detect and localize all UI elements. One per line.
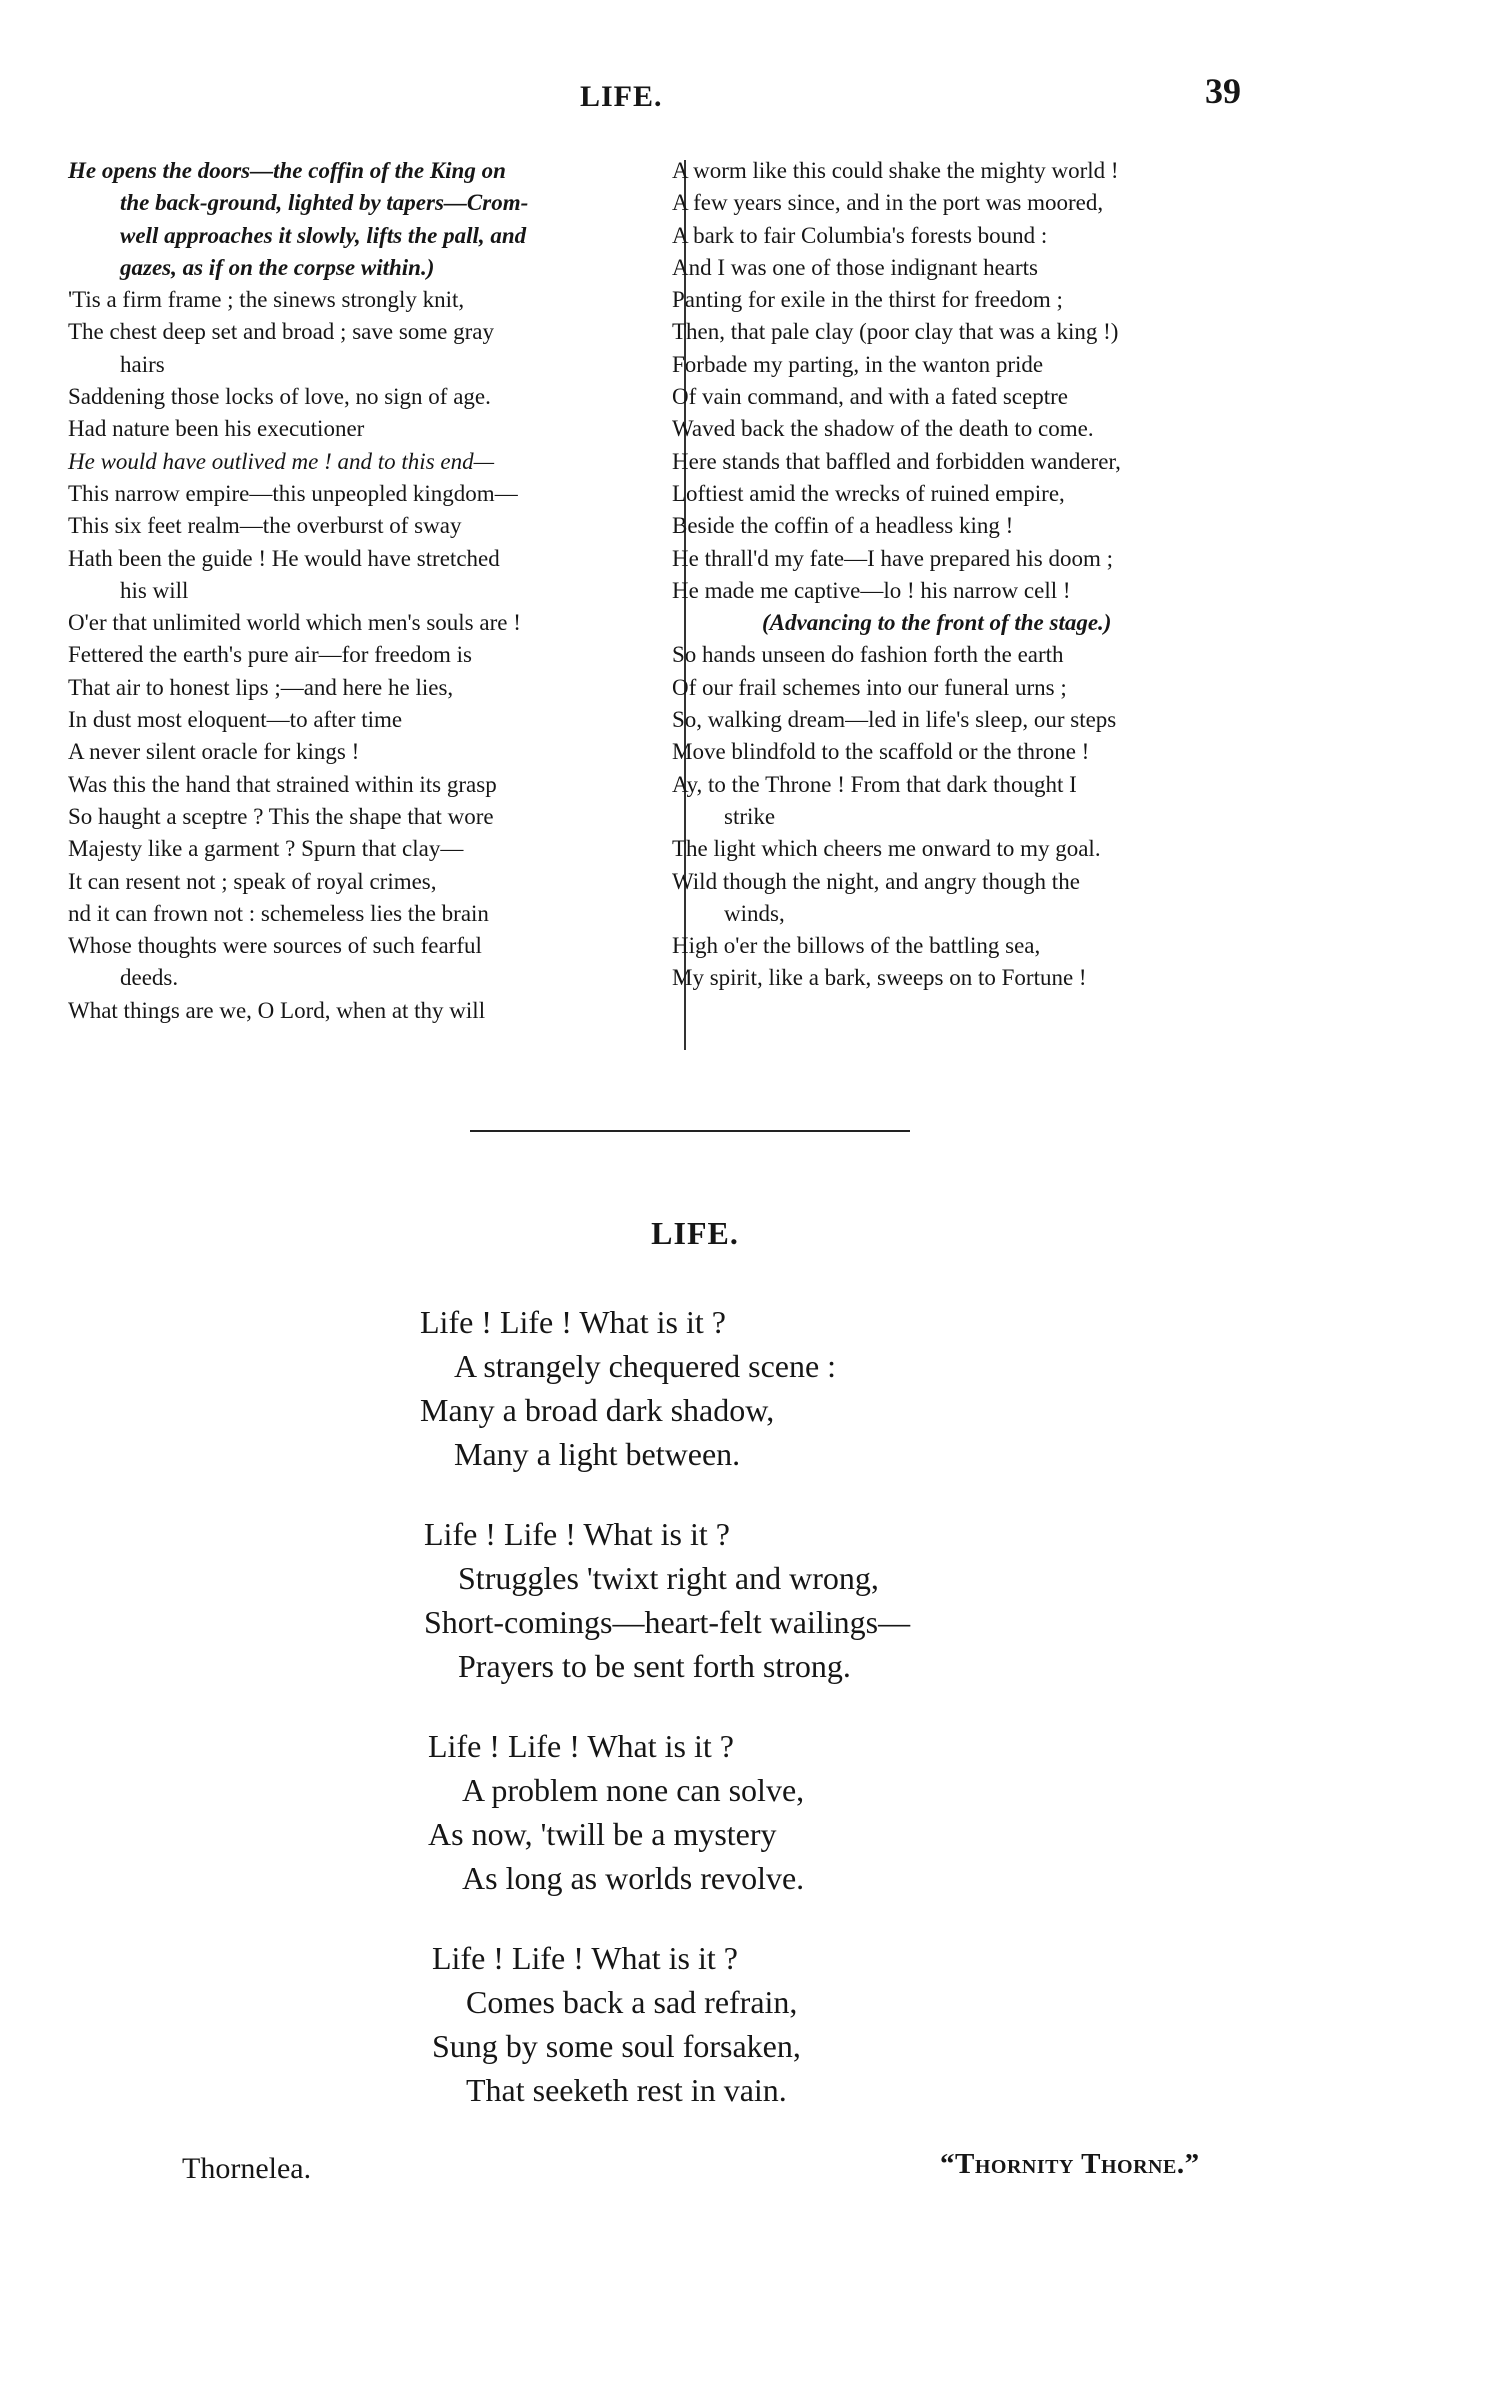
verse-line: deeds. [120, 965, 179, 991]
verse-line: Of vain command, and with a fated sceptre [672, 384, 1068, 410]
verse-line: nd it can frown not : schemeless lies the brain [68, 900, 489, 926]
verse-line: Fettered the earth's pure air—for freedom is [68, 642, 472, 668]
verse-line: In dust most eloquent—to after time [68, 707, 403, 733]
verse-line: Move blindfold to the scaffold or the throne ! [672, 739, 1090, 765]
verse-line: So hands unseen do fashion forth the earth [672, 642, 1064, 668]
page-number: 39 [1205, 71, 1241, 111]
verse-line: High o'er the billows of the battling sea, [672, 933, 1041, 959]
poem-line: Comes back a sad refrain, [466, 1984, 798, 2020]
verse-line: What things are we, O Lord, when at thy will [68, 997, 486, 1023]
verse-line: Ay, to the Throne ! From that dark thought I [672, 771, 1077, 797]
verse-line: Hath been the guide ! He would have stretched [68, 545, 500, 571]
verse-line: Here stands that baffled and forbidden wanderer, [672, 448, 1121, 474]
poem-line: Short-comings—heart-felt wailings— [424, 1604, 911, 1640]
verse-line: (Advancing to the front of the stage.) [762, 610, 1112, 636]
verse-line: Then, that pale clay (poor clay that was a king !) [672, 319, 1119, 345]
verse-line: Waved back the shadow of the death to come. [672, 416, 1094, 442]
poem-line: A strangely chequered scene : [454, 1348, 837, 1384]
verse-line: The chest deep set and broad ; save some gray [68, 319, 494, 345]
verse-line: He made me captive—lo ! his narrow cell ! [672, 577, 1071, 603]
poem-line: Life ! Life ! What is it ? [424, 1516, 730, 1552]
verse-line: strike [724, 803, 776, 829]
verse-line: Was this the hand that strained within its grasp [68, 771, 497, 797]
poem-line: That seeketh rest in vain. [466, 2072, 787, 2108]
verse-line: A never silent oracle for kings ! [68, 739, 360, 765]
poem-body [420, 1300, 910, 2148]
verse-line: Beside the coffin of a headless king ! [672, 513, 1014, 539]
right-verse-column [672, 155, 1272, 995]
verse-line: winds, [724, 900, 785, 926]
verse-line: He would have outlived me ! and to this end— [68, 448, 495, 474]
poem-line: As long as worlds revolve. [462, 1860, 805, 1896]
verse-line: So, walking dream—led in life's sleep, our steps [672, 707, 1117, 733]
verse-line: his will [120, 577, 189, 603]
verse-line: And I was one of those indignant hearts [672, 254, 1039, 280]
verse-line: A few years since, and in the port was moored, [672, 190, 1104, 216]
verse-line: gazes, as if on the corpse within.) [120, 254, 435, 280]
verse-line: My spirit, like a bark, sweeps on to Fortune ! [672, 965, 1087, 991]
left-verse-column [68, 155, 668, 1027]
poem-stanza [420, 1936, 910, 2112]
verse-line: That air to honest lips ;—and here he lies, [68, 674, 454, 700]
verse-line: It can resent not ; speak of royal crimes, [68, 868, 437, 894]
verse-line: This narrow empire—this unpeopled kingdom— [68, 480, 518, 506]
verse-line: Panting for exile in the thirst for freedom ; [672, 287, 1063, 313]
poem-line: As now, 'twill be a mystery [428, 1816, 777, 1852]
poem-stanza [420, 1300, 910, 1476]
verse-line: O'er that unlimited world which men's souls are ! [68, 610, 521, 636]
verse-line: Of our frail schemes into our funeral urns ; [672, 674, 1067, 700]
poem-title: LIFE. [651, 1215, 739, 1251]
verse-line: Wild though the night, and angry though the [672, 868, 1080, 894]
verse-line: Majesty like a garment ? Spurn that clay— [68, 836, 464, 862]
poem-stanza [420, 1724, 910, 1900]
poem-line: Life ! Life ! What is it ? [428, 1728, 734, 1764]
verse-line: Saddening those locks of love, no sign of age. [68, 384, 491, 410]
verse-line: well approaches it slowly, lifts the pall, and [120, 222, 527, 248]
verse-line: A bark to fair Columbia's forests bound : [672, 222, 1048, 248]
verse-line: So haught a sceptre ? This the shape that wore [68, 803, 494, 829]
verse-line: This six feet realm—the overburst of sway [68, 513, 462, 539]
poem-line: Life ! Life ! What is it ? [432, 1940, 738, 1976]
verse-line: Forbade my parting, in the wanton pride [672, 351, 1044, 377]
verse-line: hairs [120, 351, 165, 377]
poem-line: Sung by some soul forsaken, [432, 2028, 801, 2064]
section-separator [470, 1130, 910, 1132]
signature-place: Thornelea. [182, 2152, 312, 2185]
verse-line: The light which cheers me onward to my goal. [672, 836, 1101, 862]
poem-stanza [420, 1512, 910, 1688]
verse-line: the back-ground, lighted by tapers—Crom- [120, 190, 529, 216]
verse-line: 'Tis a firm frame ; the sinews strongly knit, [68, 287, 465, 313]
verse-line: Had nature been his executioner [68, 416, 365, 442]
verse-line: Whose thoughts were sources of such fearful [68, 933, 482, 959]
verse-line: A worm like this could shake the mighty world ! [672, 158, 1119, 183]
verse-line: Loftiest amid the wrecks of ruined empire, [672, 480, 1065, 506]
poem-line: A problem none can solve, [462, 1772, 805, 1808]
signature-author: “Thornity Thorne.” [940, 2148, 1200, 2180]
poem-line: Life ! Life ! What is it ? [420, 1304, 726, 1340]
poem-line: Prayers to be sent forth strong. [458, 1648, 851, 1684]
poem-line: Many a light between. [454, 1436, 741, 1472]
poem-line: Many a broad dark shadow, [420, 1392, 775, 1428]
poem-line: Struggles 'twixt right and wrong, [458, 1560, 879, 1596]
running-head: LIFE. [580, 80, 663, 113]
verse-line: He thrall'd my fate—I have prepared his doom ; [672, 545, 1113, 571]
verse-line: He opens the doors—the coffin of the King on [68, 158, 506, 183]
